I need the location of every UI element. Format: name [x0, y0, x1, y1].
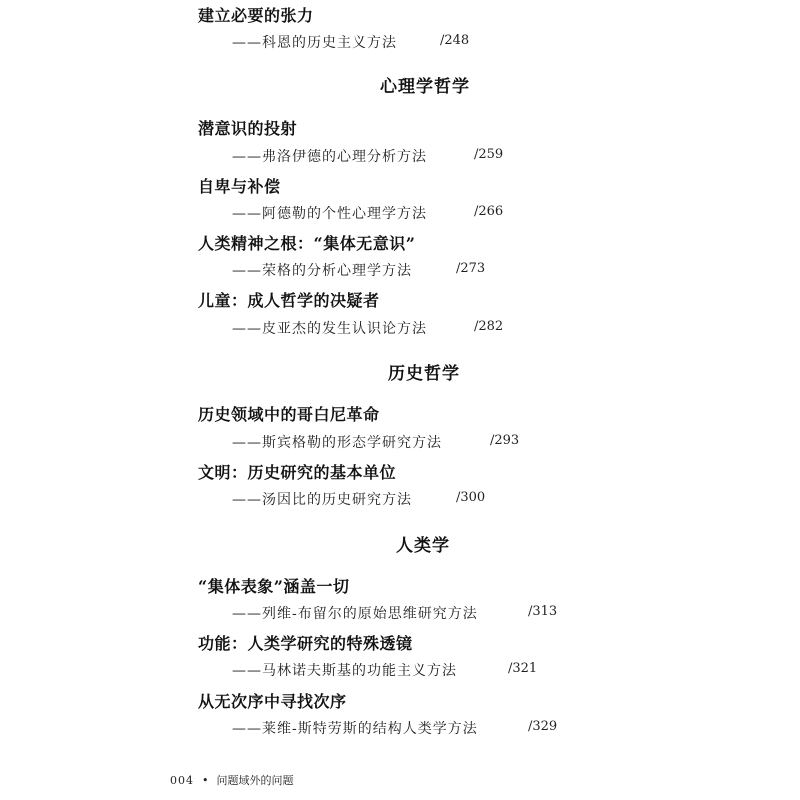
section-heading: 人类学 — [396, 536, 450, 556]
toc-entry-title[interactable]: 功能：人类学研究的特殊透镜 — [198, 634, 413, 653]
toc-entry-title[interactable]: 潜意识的投射 — [198, 119, 298, 138]
toc-entry-page[interactable]: /266 — [474, 204, 504, 219]
footer-separator: • — [202, 774, 209, 787]
section-heading: 历史哲学 — [388, 364, 460, 384]
toc-entry-title[interactable]: 儿童：成人哲学的决疑者 — [198, 291, 380, 310]
toc-entry-subtitle[interactable]: ——斯宾格勒的形态学研究方法 — [232, 435, 442, 451]
page-footer — [170, 772, 294, 788]
toc-entry-page[interactable]: /273 — [456, 261, 486, 276]
toc-entry-title[interactable]: “集体表象”涵盖一切 — [198, 577, 350, 596]
toc-entry-subtitle[interactable]: ——弗洛伊德的心理分析方法 — [232, 149, 427, 165]
toc-entry-subtitle[interactable]: ——皮亚杰的发生认识论方法 — [232, 321, 427, 337]
toc-entry-page[interactable]: /282 — [474, 319, 504, 334]
toc-entry-subtitle[interactable]: ——阿德勒的个性心理学方法 — [232, 206, 427, 222]
toc-entry-subtitle[interactable]: ——荣格的分析心理学方法 — [232, 263, 412, 279]
toc-entry-title[interactable]: 历史领域中的哥白尼革命 — [198, 405, 380, 424]
toc-entry-page[interactable]: /321 — [508, 661, 538, 676]
section-heading: 心理学哲学 — [380, 77, 470, 97]
toc-entry-page[interactable]: /300 — [456, 490, 486, 505]
toc-entry-title[interactable]: 自卑与补偿 — [198, 177, 281, 196]
toc-entry-page[interactable]: /259 — [474, 147, 504, 162]
toc-entry-subtitle[interactable]: ——马林诺夫斯基的功能主义方法 — [232, 663, 457, 679]
toc-entry-page[interactable]: /313 — [528, 604, 558, 619]
toc-entry-title[interactable]: 人类精神之根：“集体无意识” — [198, 234, 416, 253]
toc-entry-subtitle[interactable]: ——列维-布留尔的原始思维研究方法 — [232, 606, 478, 622]
toc-entry-title[interactable]: 文明：历史研究的基本单位 — [198, 463, 397, 482]
toc-entry-page[interactable]: /248 — [440, 33, 470, 48]
footer-page-number: 004 — [170, 774, 194, 787]
footer-book-title: 问题域外的问题 — [216, 774, 294, 787]
toc-entry-page[interactable]: /293 — [490, 433, 520, 448]
toc-entry-subtitle[interactable]: ——莱维-斯特劳斯的结构人类学方法 — [232, 721, 478, 737]
toc-entry-title[interactable]: 建立必要的张力 — [198, 6, 314, 25]
toc-entry-subtitle[interactable]: ——科恩的历史主义方法 — [232, 35, 397, 51]
toc-entry-title[interactable]: 从无次序中寻找次序 — [198, 692, 347, 711]
toc-entry-subtitle[interactable]: ——汤因比的历史研究方法 — [232, 492, 412, 508]
toc-entry-page[interactable]: /329 — [528, 719, 558, 734]
